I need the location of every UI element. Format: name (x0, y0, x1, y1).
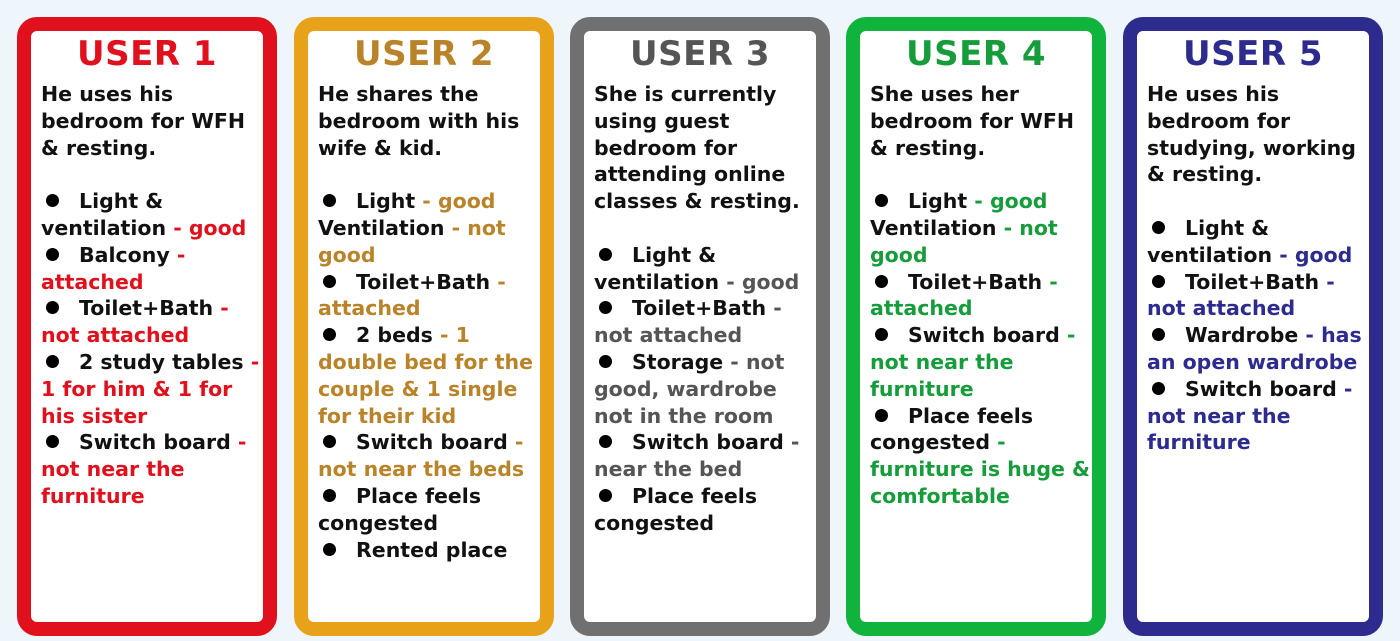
item-label: Light & ventilation (1147, 215, 1273, 267)
item-label: Switch board (1185, 376, 1337, 401)
bullet-icon (1152, 275, 1165, 288)
user-card-3 (570, 17, 830, 636)
list-item (594, 483, 816, 537)
item-label: Light (908, 189, 968, 214)
item-label: Toilet+Bath (79, 296, 214, 321)
item-note: - not near the furniture (1147, 376, 1353, 455)
item-label: Place feels congested (870, 403, 1034, 455)
bullet-icon (323, 543, 336, 556)
user-card-1 (17, 17, 277, 636)
item-label: Ventilation (318, 215, 445, 240)
item-label: Light & ventilation (41, 189, 167, 240)
bullet-icon (875, 409, 888, 422)
list-item (594, 242, 816, 296)
user-card-4 (846, 17, 1106, 636)
item-note: - not attached (1147, 269, 1335, 321)
list-item (41, 188, 263, 242)
item-note: - attached (870, 269, 1058, 321)
list-item (318, 322, 540, 429)
list-item (318, 188, 540, 268)
list-item (870, 322, 1092, 402)
bullet-icon (1152, 221, 1165, 234)
user-card-2 (294, 17, 554, 636)
item-note: - attached (41, 242, 186, 294)
user-card-5 (1123, 17, 1383, 636)
item-note: - not good (318, 215, 506, 267)
list-item (318, 537, 540, 564)
item-note: - has an open wardrobe (1147, 323, 1362, 374)
item-note: - not attached (594, 296, 782, 348)
item-label: Switch board (356, 430, 508, 455)
bullet-icon (599, 355, 612, 368)
bullet-icon (323, 489, 336, 502)
list-item (41, 295, 263, 349)
item-label: 2 beds (356, 323, 433, 348)
list-item (1147, 269, 1369, 323)
item-note: - near the bed (594, 430, 800, 482)
item-label: Toilet+Bath (1185, 269, 1320, 294)
card-title: USER 3 (630, 34, 770, 74)
item-label: Wardrobe (1185, 323, 1299, 348)
item-label: Switch board (632, 430, 784, 455)
card-title: USER 2 (354, 34, 494, 74)
bullet-icon (46, 248, 59, 261)
list-item (41, 349, 263, 429)
card-intro: She uses her bedroom for WFH & resting. (870, 82, 1075, 160)
bullet-icon (875, 194, 888, 207)
bullet-icon (599, 489, 612, 502)
card-intro: He uses his bedroom for WFH & resting. (41, 82, 246, 160)
item-note: - not near the furniture (870, 323, 1076, 401)
bullet-icon (323, 275, 336, 288)
list-item (870, 269, 1092, 323)
list-item (318, 483, 540, 537)
item-note: - good (166, 215, 247, 240)
item-note: - good (967, 189, 1048, 214)
card-title: USER 1 (77, 34, 217, 74)
item-label: Switch board (908, 323, 1060, 348)
list-item (594, 429, 816, 483)
item-note: - good (415, 189, 496, 214)
item-note: - not good, wardrobe not in the room (594, 349, 785, 428)
list-item (594, 349, 816, 429)
list-item (318, 429, 540, 483)
list-item (41, 429, 263, 509)
card-body (860, 81, 1092, 510)
bullet-icon (46, 194, 59, 207)
item-label: Light & ventilation (594, 242, 720, 294)
item-label: Place feels congested (318, 483, 482, 535)
item-label: Toilet+Bath (632, 296, 767, 321)
item-label: Toilet+Bath (356, 269, 491, 294)
card-body (1137, 81, 1369, 456)
bullet-icon (323, 194, 336, 207)
item-note: - not near the beds (318, 430, 525, 482)
item-label: Balcony (79, 242, 170, 267)
item-note: - 1 double bed for the couple & 1 single for their kid (318, 323, 534, 428)
list-item (1147, 215, 1369, 269)
item-note: - good (1272, 242, 1353, 267)
bullet-icon (599, 248, 612, 261)
bullet-icon (46, 435, 59, 448)
card-intro: She is currently using guest bedroom for attending online classes & resting. (594, 82, 800, 214)
card-intro: He shares the bedroom with his wife & kid. (318, 82, 520, 160)
card-body (584, 81, 816, 537)
item-label: 2 study tables (79, 349, 244, 374)
item-note: - not near the furniture (41, 430, 247, 508)
bullet-icon (875, 328, 888, 341)
item-note: - not attached (41, 296, 229, 348)
item-label: Switch board (79, 430, 231, 455)
list-item (870, 403, 1092, 510)
item-note: - attached (318, 269, 506, 321)
item-label: Place feels congested (594, 483, 758, 535)
card-body (31, 81, 263, 510)
item-label: Ventilation (870, 215, 997, 240)
bullet-icon (1152, 382, 1165, 395)
bullet-icon (599, 435, 612, 448)
card-title: USER 4 (906, 34, 1046, 74)
bullet-icon (46, 355, 59, 368)
bullet-icon (599, 301, 612, 314)
list-item (594, 295, 816, 349)
item-note: - 1 for him & 1 for his sister (41, 349, 260, 428)
list-item (41, 242, 263, 296)
item-label: Rented place (356, 537, 508, 562)
item-note: - not good (870, 215, 1058, 267)
card-body (308, 81, 540, 563)
item-label: Toilet+Bath (908, 269, 1043, 294)
list-item (1147, 376, 1369, 456)
item-note: - furniture is huge & comfortable (870, 430, 1090, 508)
bullet-icon (46, 301, 59, 314)
list-item (318, 269, 540, 323)
bullet-icon (1152, 328, 1165, 341)
list-item (870, 188, 1092, 268)
bullet-icon (323, 435, 336, 448)
item-label: Storage (632, 349, 724, 374)
card-intro: He uses his bedroom for studying, working & resting. (1147, 82, 1356, 187)
bullet-icon (875, 275, 888, 288)
bullet-icon (323, 328, 336, 341)
item-note: - good (719, 269, 800, 294)
card-title: USER 5 (1183, 34, 1323, 74)
item-label: Light (356, 189, 416, 214)
list-item (1147, 322, 1369, 376)
